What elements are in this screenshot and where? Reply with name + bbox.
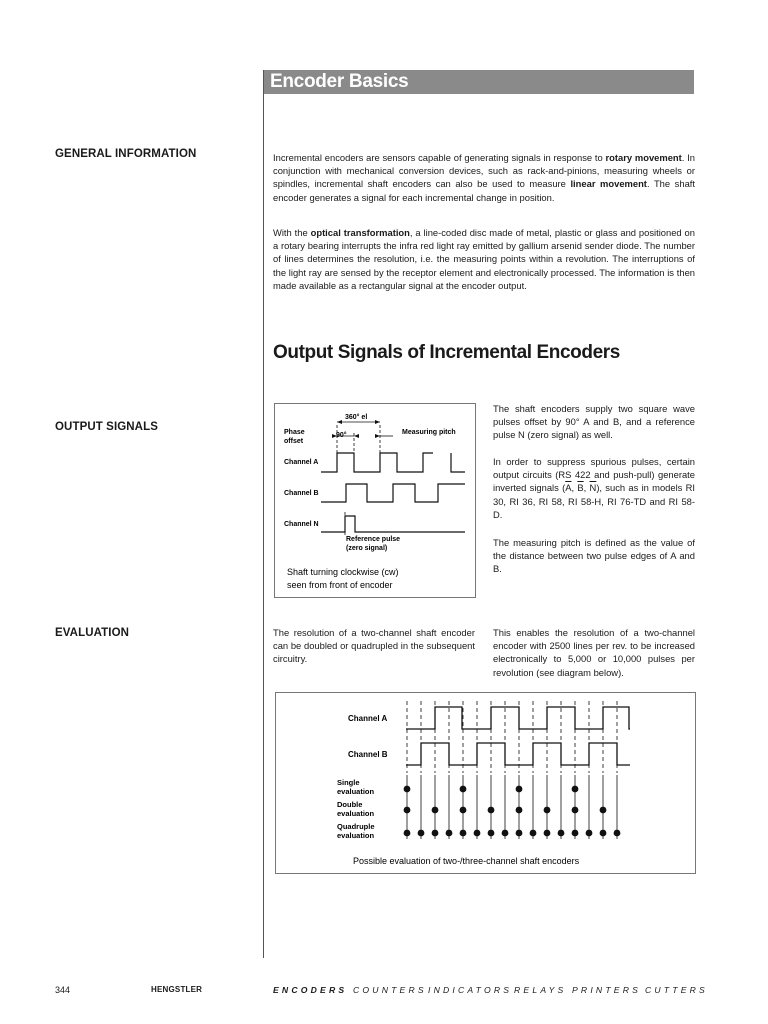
evaluation-dot: [488, 830, 495, 837]
evaluation-waveform: [276, 693, 695, 873]
measuring-pitch-label: Measuring pitch: [402, 429, 456, 436]
evaluation-dot: [572, 786, 579, 793]
brand-name: HENGSTLER: [151, 985, 203, 994]
evaluation-stems: [407, 775, 617, 839]
degrees-label: 360° el: [345, 414, 368, 421]
evaluation-dot: [530, 830, 537, 837]
evaluation-paragraph-left: The resolution of a two-channel shaft encoder can be doubled or quadrupled in the subsequent circuitry.: [273, 627, 475, 665]
output-signals-diagram: [274, 403, 476, 598]
evaluation-dot: [558, 830, 565, 837]
footer-nav-relays: RELAYS: [514, 985, 567, 995]
eval-channel-b-label: Channel B: [348, 750, 388, 759]
evaluation-dot: [502, 830, 509, 837]
evaluation-dot: [600, 807, 607, 814]
section-heading-output: OUTPUT SIGNALS: [55, 421, 158, 433]
evaluation-dot: [432, 807, 439, 814]
channel-n-label: Channel N: [284, 521, 319, 528]
single-evaluation-label-2: evaluation: [337, 787, 375, 796]
edge-guides: [407, 701, 617, 773]
footer-nav-indicators: INDICATORS: [428, 985, 513, 995]
channel-b-label: Channel B: [284, 490, 319, 497]
evaluation-dot: [572, 830, 579, 837]
output-paragraph-1: The shaft encoders supply two square wave pulses offset by 90° A and B, and a reference pulse N (zero signal) as well.: [493, 403, 695, 441]
phase-offset-label-2: offset: [284, 438, 304, 445]
evaluation-dot: [446, 830, 453, 837]
diagram-caption-1: Shaft turning clockwise (cw): [287, 567, 399, 577]
output-paragraph-2: In order to suppress spurious pulses, certain output circuits (RS 422 and push-pull) generate inverted signals ($\overline{A}$, $\overline{B}$, $\overline{N}$), such as in models RI 30, RI 36, RI 58, RI 58-H, RI 76-TD and RI 58-D.: [493, 456, 696, 520]
evaluation-dot: [460, 830, 467, 837]
footer-nav-encoders: ENCODERS: [273, 985, 348, 995]
page-banner: Encoder Basics: [264, 70, 694, 94]
evaluation-dot: [572, 807, 579, 814]
double-evaluation-label-2: evaluation: [337, 809, 375, 818]
output-signals-waveform: [275, 404, 475, 597]
eval-channel-a-label: Channel A: [348, 714, 388, 723]
single-evaluation-label-1: Single: [337, 778, 360, 787]
output-paragraph-3: The measuring pitch is defined as the value of the distance between two pulse edges of A and B.: [493, 537, 695, 575]
evaluation-dot: [460, 786, 467, 793]
footer-nav-printers: PRINTERS: [572, 985, 642, 995]
evaluation-dot: [404, 807, 411, 814]
eval-diagram-caption: Possible evaluation of two-/three-channel shaft encoders: [353, 856, 580, 866]
evaluation-dot: [404, 830, 411, 837]
evaluation-dot: [544, 807, 551, 814]
footer-nav-counters: COUNTERS: [353, 985, 427, 995]
diagram-caption-2: seen from front of encoder: [287, 580, 393, 590]
evaluation-dot: [516, 786, 523, 793]
evaluation-diagram: [275, 692, 696, 874]
evaluation-dots: [404, 786, 621, 837]
output-section-title: Output Signals of Incremental Encoders: [273, 342, 620, 363]
section-heading-general: GENERAL INFORMATION: [55, 148, 197, 160]
reference-pulse-label-2: (zero signal): [346, 545, 388, 552]
phase-offset-label-1: Phase: [284, 429, 305, 436]
double-evaluation-label-1: Double: [337, 800, 363, 809]
evaluation-dot: [544, 830, 551, 837]
general-paragraph-1: Incremental encoders are sensors capable of generating signals in response to rotary movement. In conjunction with mechanical conversion devices, such as rack-and-pinions, measuring wheels or spindles, incremental shaft encoders can also be used to measure linear movement. The shaft encoder generates a signal for each incremental change in position.: [273, 152, 696, 203]
margin-rule: [263, 70, 264, 958]
evaluation-dot: [600, 830, 607, 837]
quadruple-evaluation-label-2: evaluation: [337, 831, 375, 840]
page-number: 344: [55, 985, 71, 995]
evaluation-paragraph-right: This enables the resolution of a two-channel encoder with 2500 lines per rev. to be increased electronically to 5,000 or 10,000 pulses per revolution (see diagram below).: [493, 627, 695, 678]
section-heading-evaluation: EVALUATION: [55, 627, 130, 639]
footer-nav-cutters: CUTTERS: [645, 985, 708, 995]
evaluation-dot: [418, 830, 425, 837]
quadruple-evaluation-label-1: Quadruple: [337, 822, 375, 831]
evaluation-dot: [488, 807, 495, 814]
evaluation-dot: [614, 830, 621, 837]
evaluation-dot: [586, 830, 593, 837]
channel-a-label: Channel A: [284, 459, 319, 466]
evaluation-dot: [516, 807, 523, 814]
evaluation-dot: [460, 807, 467, 814]
evaluation-dot: [474, 830, 481, 837]
general-paragraph-2: With the optical transformation, a line-coded disc made of metal, plastic or glass and positioned on a rotary bearing interrupts the infra red light ray emitted by gallium arsenid sender diode. The number of lines determines the resolution, i.e. the measuring points within a revolution. The interruptions of the light ray are sensed by the receptor element and electronically processed. The information is then made available as a rectangular signal at the encoder output.: [273, 227, 695, 291]
offset-degrees-label: 90°: [336, 432, 347, 439]
evaluation-dot: [516, 830, 523, 837]
reference-pulse-label-1: Reference pulse: [346, 536, 401, 543]
evaluation-dot: [432, 830, 439, 837]
evaluation-dot: [404, 786, 411, 793]
